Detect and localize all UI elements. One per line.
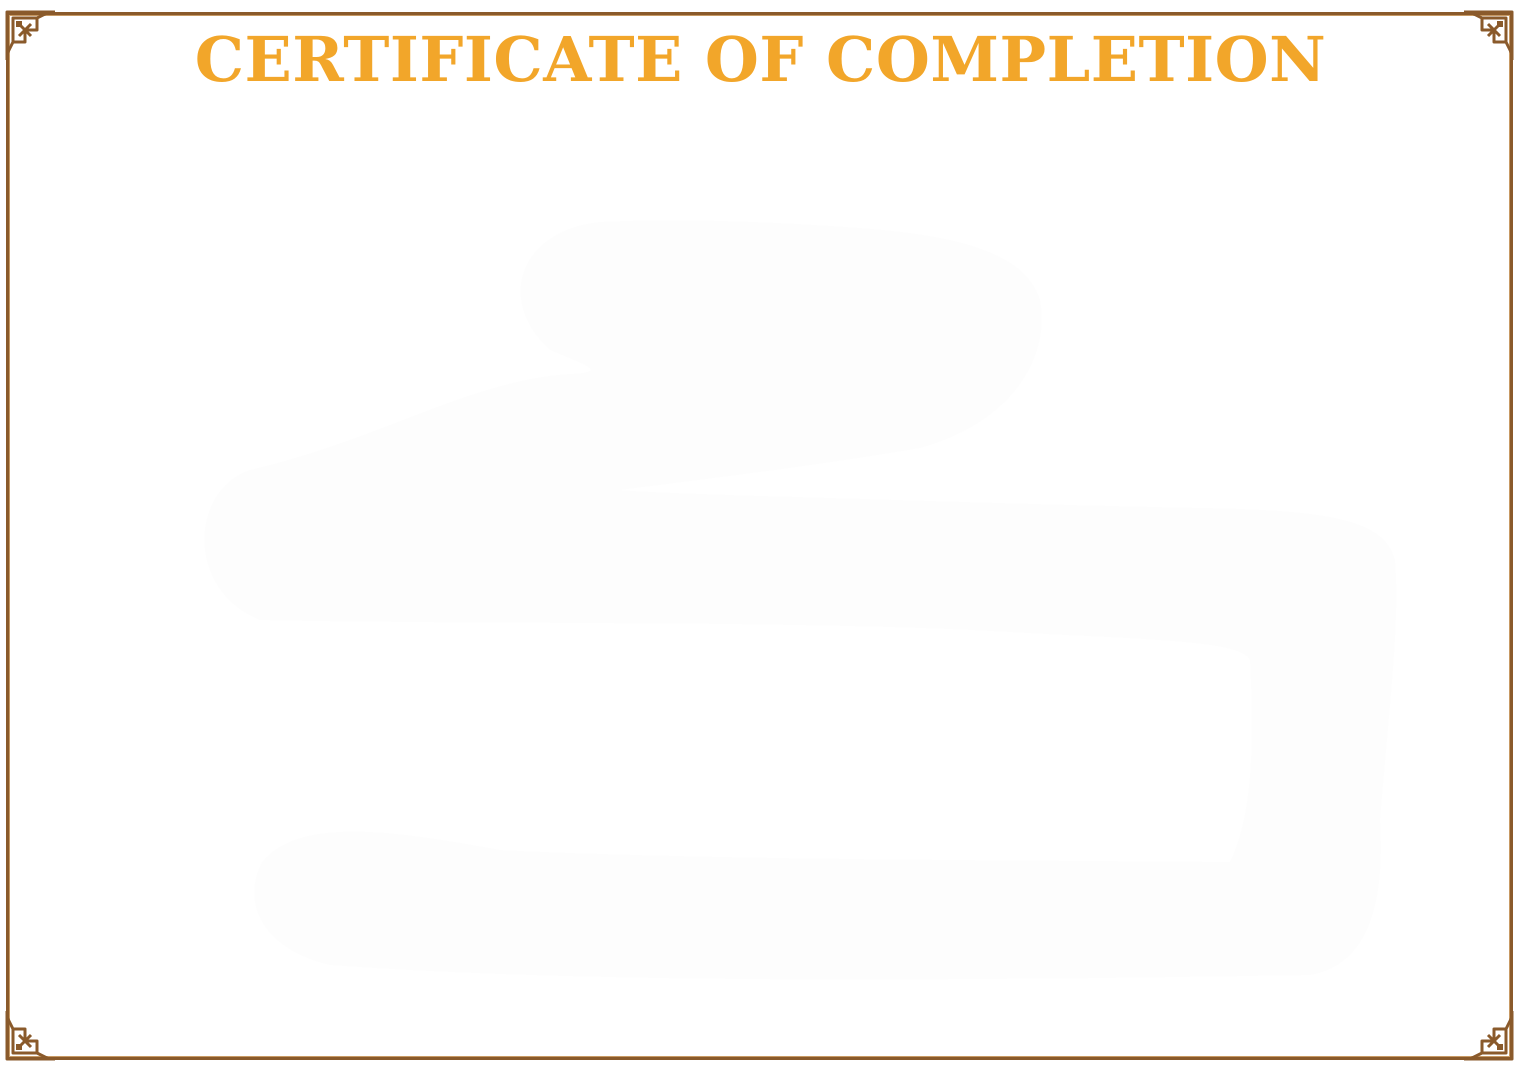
ornament-corner-icon — [1460, 8, 1516, 64]
certificate-title: CERTIFICATE OF COMPLETION — [194, 23, 1327, 96]
ornament-corner-icon — [3, 1007, 59, 1063]
ornament-corner-icon — [1460, 1007, 1516, 1063]
ornament-corner-icon — [3, 8, 59, 64]
